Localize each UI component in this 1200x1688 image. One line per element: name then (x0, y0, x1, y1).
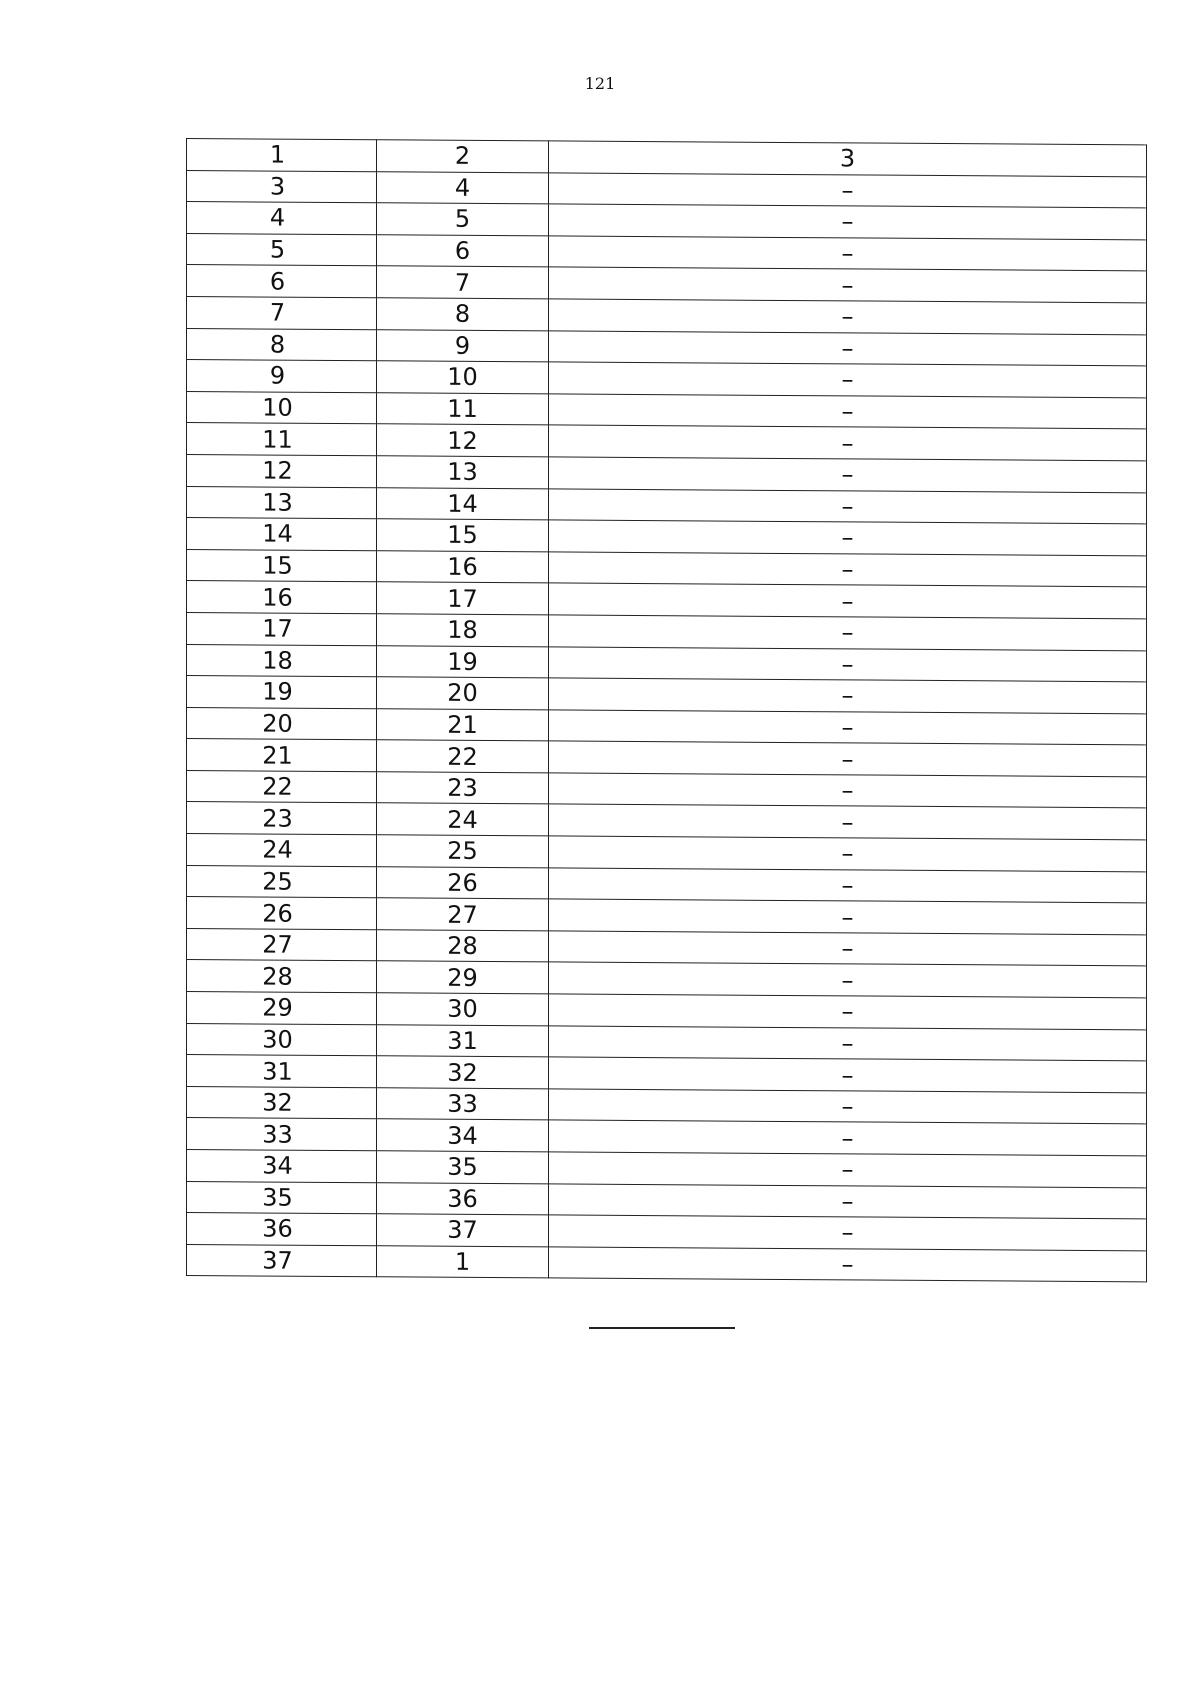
table-cell-col-3: – (549, 488, 1147, 524)
footnote-separator-line (589, 1327, 735, 1329)
table-cell-col-2: 16 (377, 550, 549, 583)
table-cell-col-2: 10 (377, 361, 549, 394)
table-cell-col-1: 13 (187, 486, 377, 519)
table-body (187, 139, 1147, 1283)
table-cell-col-3: – (549, 962, 1147, 998)
table-cell-col-3: – (549, 1089, 1147, 1125)
table-cell-col-3: – (549, 646, 1147, 682)
table-cell-col-3: – (549, 267, 1147, 303)
table-cell-col-3: – (549, 1247, 1147, 1283)
table-cell-col-3: – (549, 1026, 1147, 1062)
table-cell-col-1: 36 (187, 1213, 377, 1246)
table-cell-col-1: 12 (187, 454, 377, 487)
table-cell-col-2: 11 (377, 393, 549, 426)
table-cell-col-3: – (549, 615, 1147, 651)
table-cell-col-2: 36 (377, 1182, 549, 1215)
table-cell-col-2: 12 (377, 424, 549, 457)
header-cell-3: 3 (549, 141, 1147, 177)
table-cell-col-1: 29 (187, 992, 377, 1025)
table-cell-col-3: – (549, 1120, 1147, 1156)
table-cell-col-3: – (549, 836, 1147, 872)
table-cell-col-3: – (549, 520, 1147, 556)
table-row (187, 1244, 1147, 1282)
table-cell-col-2: 30 (377, 993, 549, 1026)
table-cell-col-2: 32 (377, 1056, 549, 1089)
table-cell-col-1: 8 (187, 328, 377, 361)
table-cell-col-1: 14 (187, 518, 377, 551)
table-cell-col-1: 5 (187, 233, 377, 266)
table-cell-col-3: – (549, 457, 1147, 493)
table-cell-col-2: 6 (377, 235, 549, 268)
table-cell-col-3: – (549, 172, 1147, 208)
table-cell-col-2: 27 (377, 898, 549, 931)
table-cell-col-2: 14 (377, 487, 549, 520)
table-cell-col-2: 33 (377, 1088, 549, 1121)
table-cell-col-1: 23 (187, 802, 377, 835)
table-cell-col-3: – (549, 1152, 1147, 1188)
header-cell-1: 1 (187, 139, 377, 172)
table-cell-col-1: 31 (187, 1055, 377, 1088)
table-cell-col-1: 7 (187, 296, 377, 329)
table-cell-col-1: 34 (187, 1150, 377, 1183)
table-cell-col-1: 22 (187, 770, 377, 803)
table-cell-col-2: 35 (377, 1151, 549, 1184)
table-cell-col-2: 17 (377, 582, 549, 615)
table-cell-col-3: – (549, 1057, 1147, 1093)
table-cell-col-1: 4 (187, 202, 377, 235)
table-cell-col-1: 18 (187, 644, 377, 677)
table-cell-col-1: 19 (187, 676, 377, 709)
table-cell-col-2: 34 (377, 1119, 549, 1152)
table-cell-col-2: 13 (377, 456, 549, 489)
table-cell-col-2: 20 (377, 677, 549, 710)
table-cell-col-2: 21 (377, 708, 549, 741)
table-cell-col-2: 4 (377, 171, 549, 204)
table-cell-col-1: 21 (187, 739, 377, 772)
table-cell-col-3: – (549, 236, 1147, 272)
table-cell-col-2: 29 (377, 961, 549, 994)
table-cell-col-3: – (549, 362, 1147, 398)
table-cell-col-2: 5 (377, 203, 549, 236)
table-cell-col-1: 37 (187, 1244, 377, 1277)
table-cell-col-3: – (549, 1215, 1147, 1251)
table-cell-col-2: 7 (377, 266, 549, 299)
table-cell-col-3: – (549, 868, 1147, 904)
table-cell-col-1: 30 (187, 1023, 377, 1056)
table-cell-col-1: 20 (187, 707, 377, 740)
table-cell-col-1: 6 (187, 265, 377, 298)
table-cell-col-3: – (549, 330, 1147, 366)
table-cell-col-2: 15 (377, 519, 549, 552)
table-cell-col-2: 23 (377, 772, 549, 805)
table-cell-col-1: 33 (187, 1118, 377, 1151)
table-cell-col-1: 11 (187, 423, 377, 456)
table-cell-col-3: – (549, 425, 1147, 461)
table-cell-col-1: 3 (187, 170, 377, 203)
table-cell-col-3: – (549, 1183, 1147, 1219)
table-cell-col-3: – (549, 583, 1147, 619)
table-cell-col-2: 18 (377, 614, 549, 647)
table-cell-col-3: – (549, 394, 1147, 430)
table-cell-col-1: 24 (187, 834, 377, 867)
table-cell-col-3: – (549, 741, 1147, 777)
table-cell-col-1: 27 (187, 928, 377, 961)
table-cell-col-1: 17 (187, 612, 377, 645)
table-cell-col-3: – (549, 204, 1147, 240)
table-cell-col-3: – (549, 773, 1147, 809)
header-cell-2: 2 (377, 140, 549, 173)
table-cell-col-2: 25 (377, 835, 549, 868)
table-cell-col-1: 9 (187, 360, 377, 393)
table-cell-col-3: – (549, 678, 1147, 714)
table-cell-col-1: 15 (187, 549, 377, 582)
table-cell-col-3: – (549, 899, 1147, 935)
table-cell-col-2: 28 (377, 930, 549, 963)
table-cell-col-1: 28 (187, 960, 377, 993)
table-cell-col-3: – (549, 804, 1147, 840)
table-cell-col-1: 16 (187, 581, 377, 614)
table-cell-col-2: 9 (377, 329, 549, 362)
table-cell-col-1: 32 (187, 1086, 377, 1119)
table-cell-col-3: – (549, 552, 1147, 588)
page-number: 121 (584, 74, 616, 93)
table-cell-col-1: 35 (187, 1181, 377, 1214)
table-cell-col-1: 10 (187, 391, 377, 424)
table-cell-col-2: 22 (377, 740, 549, 773)
table-cell-col-2: 8 (377, 298, 549, 331)
table-cell-col-2: 26 (377, 866, 549, 899)
table-cell-col-1: 25 (187, 865, 377, 898)
table-cell-col-2: 31 (377, 1024, 549, 1057)
table-cell-col-2: 1 (377, 1246, 549, 1279)
table-cell-col-3: – (549, 710, 1147, 746)
table-cell-col-2: 19 (377, 645, 549, 678)
table-cell-col-3: – (549, 931, 1147, 967)
table-cell-col-3: – (549, 299, 1147, 335)
data-table (186, 138, 1147, 1283)
table-cell-col-2: 37 (377, 1214, 549, 1247)
table-cell-col-1: 26 (187, 897, 377, 930)
table-cell-col-3: – (549, 994, 1147, 1030)
table-cell-col-2: 24 (377, 803, 549, 836)
